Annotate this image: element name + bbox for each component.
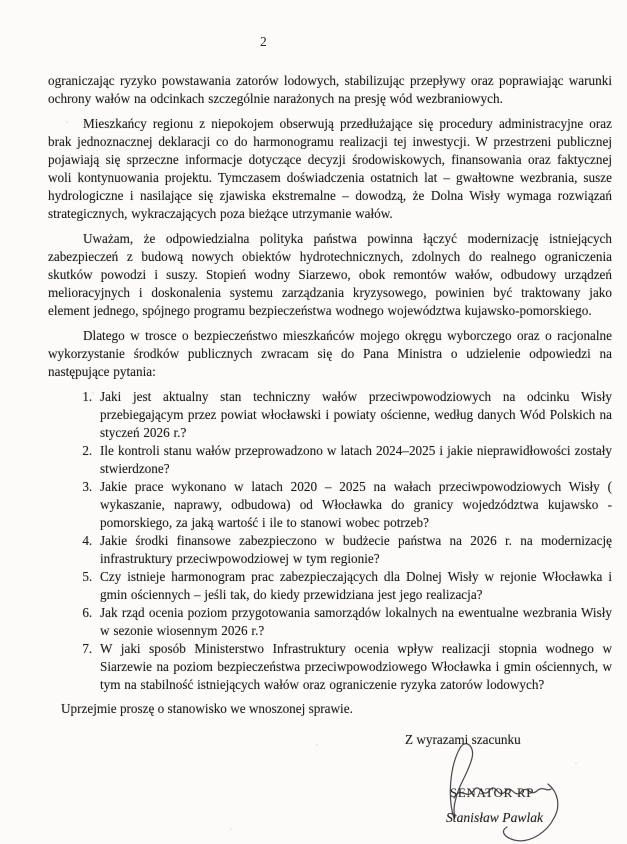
paragraph-policy-opinion: Uważam, że odpowiedzialna polityka państwa powinna łączyć modernizację istniejących zabezpieczeń z budową nowych obiektów hydrotechnicznych, zdolnych do realnego ograniczenia skutków powodzi i suszy. Stopień wodny Siarzewo, obok remontów wałów, odbudowy urządzeń melioracyjnych i doskonalenia systemu zarządzania kryzysowego, powinien być traktowany jako element jednego, spójnego programu bezpieczeństwa wodnego województwa kujawsko-pomorskiego. xyxy=(48,231,612,318)
questions-list xyxy=(48,388,612,694)
page-number: 2 xyxy=(260,34,267,49)
paragraph-questions-intro: Dlatego w trosce o bezpieczeństwo mieszkańców mojego okręgu wyborczego oraz o racjonalne wykorzystanie środków publicznych zwracam się do Pana Ministra o udzielenie odpowiedzi na następujące pytania: xyxy=(48,328,612,379)
paragraph-continuation: ograniczając ryzyko powstawania zatorów lodowych, stabilizując przepływy oraz poprawiając warunki ochrony wałów na odcinkach szczególnie narażonych na presję wód wezbraniowych. xyxy=(48,73,612,106)
question-item-5: 5. Czy istnieje harmonogram prac zabezpieczających dla Dolnej Wisły w rejonie Włocławka i gmin ościennych – jeśli tak, do kiedy przewidziana jest jego realizacja? xyxy=(96,568,612,604)
senator-name: Stanisław Pawlak xyxy=(446,810,544,825)
question-item-1: 1. Jaki jest aktualny stan techniczny wałów przeciwpowodziowych na odcinku Wisły przebiegającym przez powiat włocławski i powiaty ościenne, według danych Wód Polskich na styczeń 2026 r.? xyxy=(96,388,612,442)
question-item-7: 7. W jaki sposób Ministerstwo Infrastruktury ocenia wpływ realizacji stopnia wodnego w Siarzewie na poziom bezpieczeństwa przeciwpowodziowego Włocławka i gmin ościennych, w tym na stabilność istniejących wałów oraz ograniczenie ryzyka zatorów lodowych? xyxy=(96,640,612,694)
question-item-6: 6. Jak rząd ocenia poziom przygotowania samorządów lokalnych na ewentualne wezbrania Wisły w sezonie wiosennym 2026 r.? xyxy=(96,604,612,640)
paragraph-residents-concern: Mieszkańcy regionu z niepokojem obserwują przedłużające się procedury administracyjne oraz brak jednoznacznej deklaracji co do harmonogramu realizacji tej inwestycji. W przestrzeni publicznej pojawiają się sprzeczne informacje dotyczące decyzji środowiskowych, finansowania oraz faktycznej woli kontynuowania projektu. Tymczasem doświadczenia ostatnich lat – gwałtowne wezbrania, susze hydrologiczne i nasilające się zjawiska ekstremalne – dowodzą, że Dolna Wisły wymaga rozwiązań strategicznych, wykraczających poza bieżące utrzymanie wałów. xyxy=(48,116,612,221)
question-item-3: 3. Jakie prace wykonano w latach 2020 – 2025 na wałach przeciwpowodziowych Wisły ( wykaszanie, naprawy, odbudowa) od Włocławka do granicy wojedzództwa kujawsko - pomorskiego, za jaką wartość i ile to stanowi wobec potrzeb? xyxy=(96,478,612,532)
senator-title: SENATOR RP xyxy=(450,786,535,800)
question-item-4: 4. Jakie środki finansowe zabezpieczono w budżecie państwa na 2026 r. na modernizację infrastruktury przeciwpowodziowej w tym regionie? xyxy=(96,532,612,568)
question-item-2: 2. Ile kontroli stanu wałów przeprowadzono w latach 2024–2025 i jakie nieprawidłowości zostały stwierdzone? xyxy=(96,442,612,478)
closing-request: Uprzejmie proszę o stanowisko we wnoszonej sprawie. xyxy=(61,701,353,716)
salutation: Z wyrazami szacunku xyxy=(405,732,521,747)
